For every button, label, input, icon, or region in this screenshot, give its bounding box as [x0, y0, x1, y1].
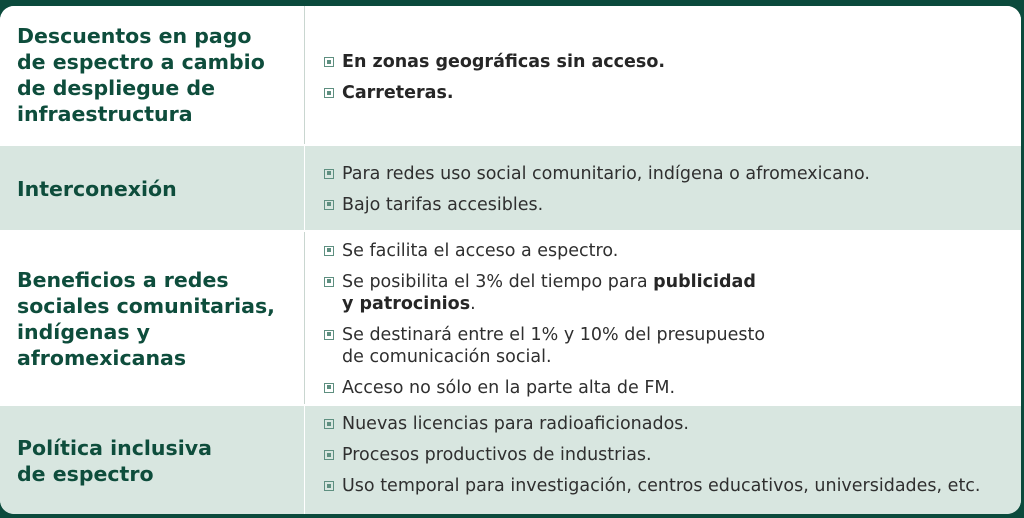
row-heading: Descuentos en pago de espectro a cambio de despliegue de infraestructura: [17, 24, 265, 126]
square-bullet-icon: [324, 200, 334, 210]
list-item: Carreteras.: [324, 82, 1021, 104]
row-items: [305, 406, 1021, 514]
list-item: En zonas geográficas sin acceso.: [324, 51, 1021, 73]
square-bullet-icon: [324, 419, 334, 429]
table-row: [0, 144, 1021, 232]
square-bullet-icon: [324, 383, 334, 393]
square-bullet-icon: [324, 450, 334, 460]
row-heading-cell: [0, 406, 305, 514]
list-item: Bajo tarifas accesibles.: [324, 194, 1021, 216]
list-item: Se destinará entre el 1% y 10% del presupuesto de comunicación social.: [324, 324, 1021, 368]
row-heading-cell: [0, 232, 305, 406]
square-bullet-icon: [324, 88, 334, 98]
square-bullet-icon: [324, 277, 334, 287]
row-items: [305, 6, 1021, 144]
list-item: Uso temporal para investigación, centros educativos, universidades, etc.: [324, 475, 1021, 497]
list-item: Nuevas licencias para radioaficionados.: [324, 413, 1021, 435]
row-heading: Interconexión: [17, 177, 177, 201]
list-item: Se facilita el acceso a espectro.: [324, 240, 1021, 262]
policy-table: [0, 6, 1021, 514]
square-bullet-icon: [324, 481, 334, 491]
table-row: [0, 6, 1021, 144]
row-items: [305, 232, 1021, 406]
row-heading: Beneficios a redes sociales comunitarias, indígenas y afromexicanas: [17, 268, 275, 370]
row-heading-cell: [0, 146, 305, 232]
table-row: [0, 230, 1021, 406]
list-item: Procesos productivos de industrias.: [324, 444, 1021, 466]
square-bullet-icon: [324, 246, 334, 256]
table-row: [0, 404, 1021, 514]
square-bullet-icon: [324, 57, 334, 67]
row-items: [305, 146, 1021, 232]
row-heading-cell: [0, 6, 305, 144]
list-item: Acceso no sólo en la parte alta de FM.: [324, 377, 1021, 399]
square-bullet-icon: [324, 169, 334, 179]
list-item: Se posibilita el 3% del tiempo para publicidad y patrocinios.: [324, 271, 1021, 315]
square-bullet-icon: [324, 330, 334, 340]
row-heading: Política inclusiva de espectro: [17, 436, 212, 486]
list-item: Para redes uso social comunitario, indígena o afromexicano.: [324, 163, 1021, 185]
